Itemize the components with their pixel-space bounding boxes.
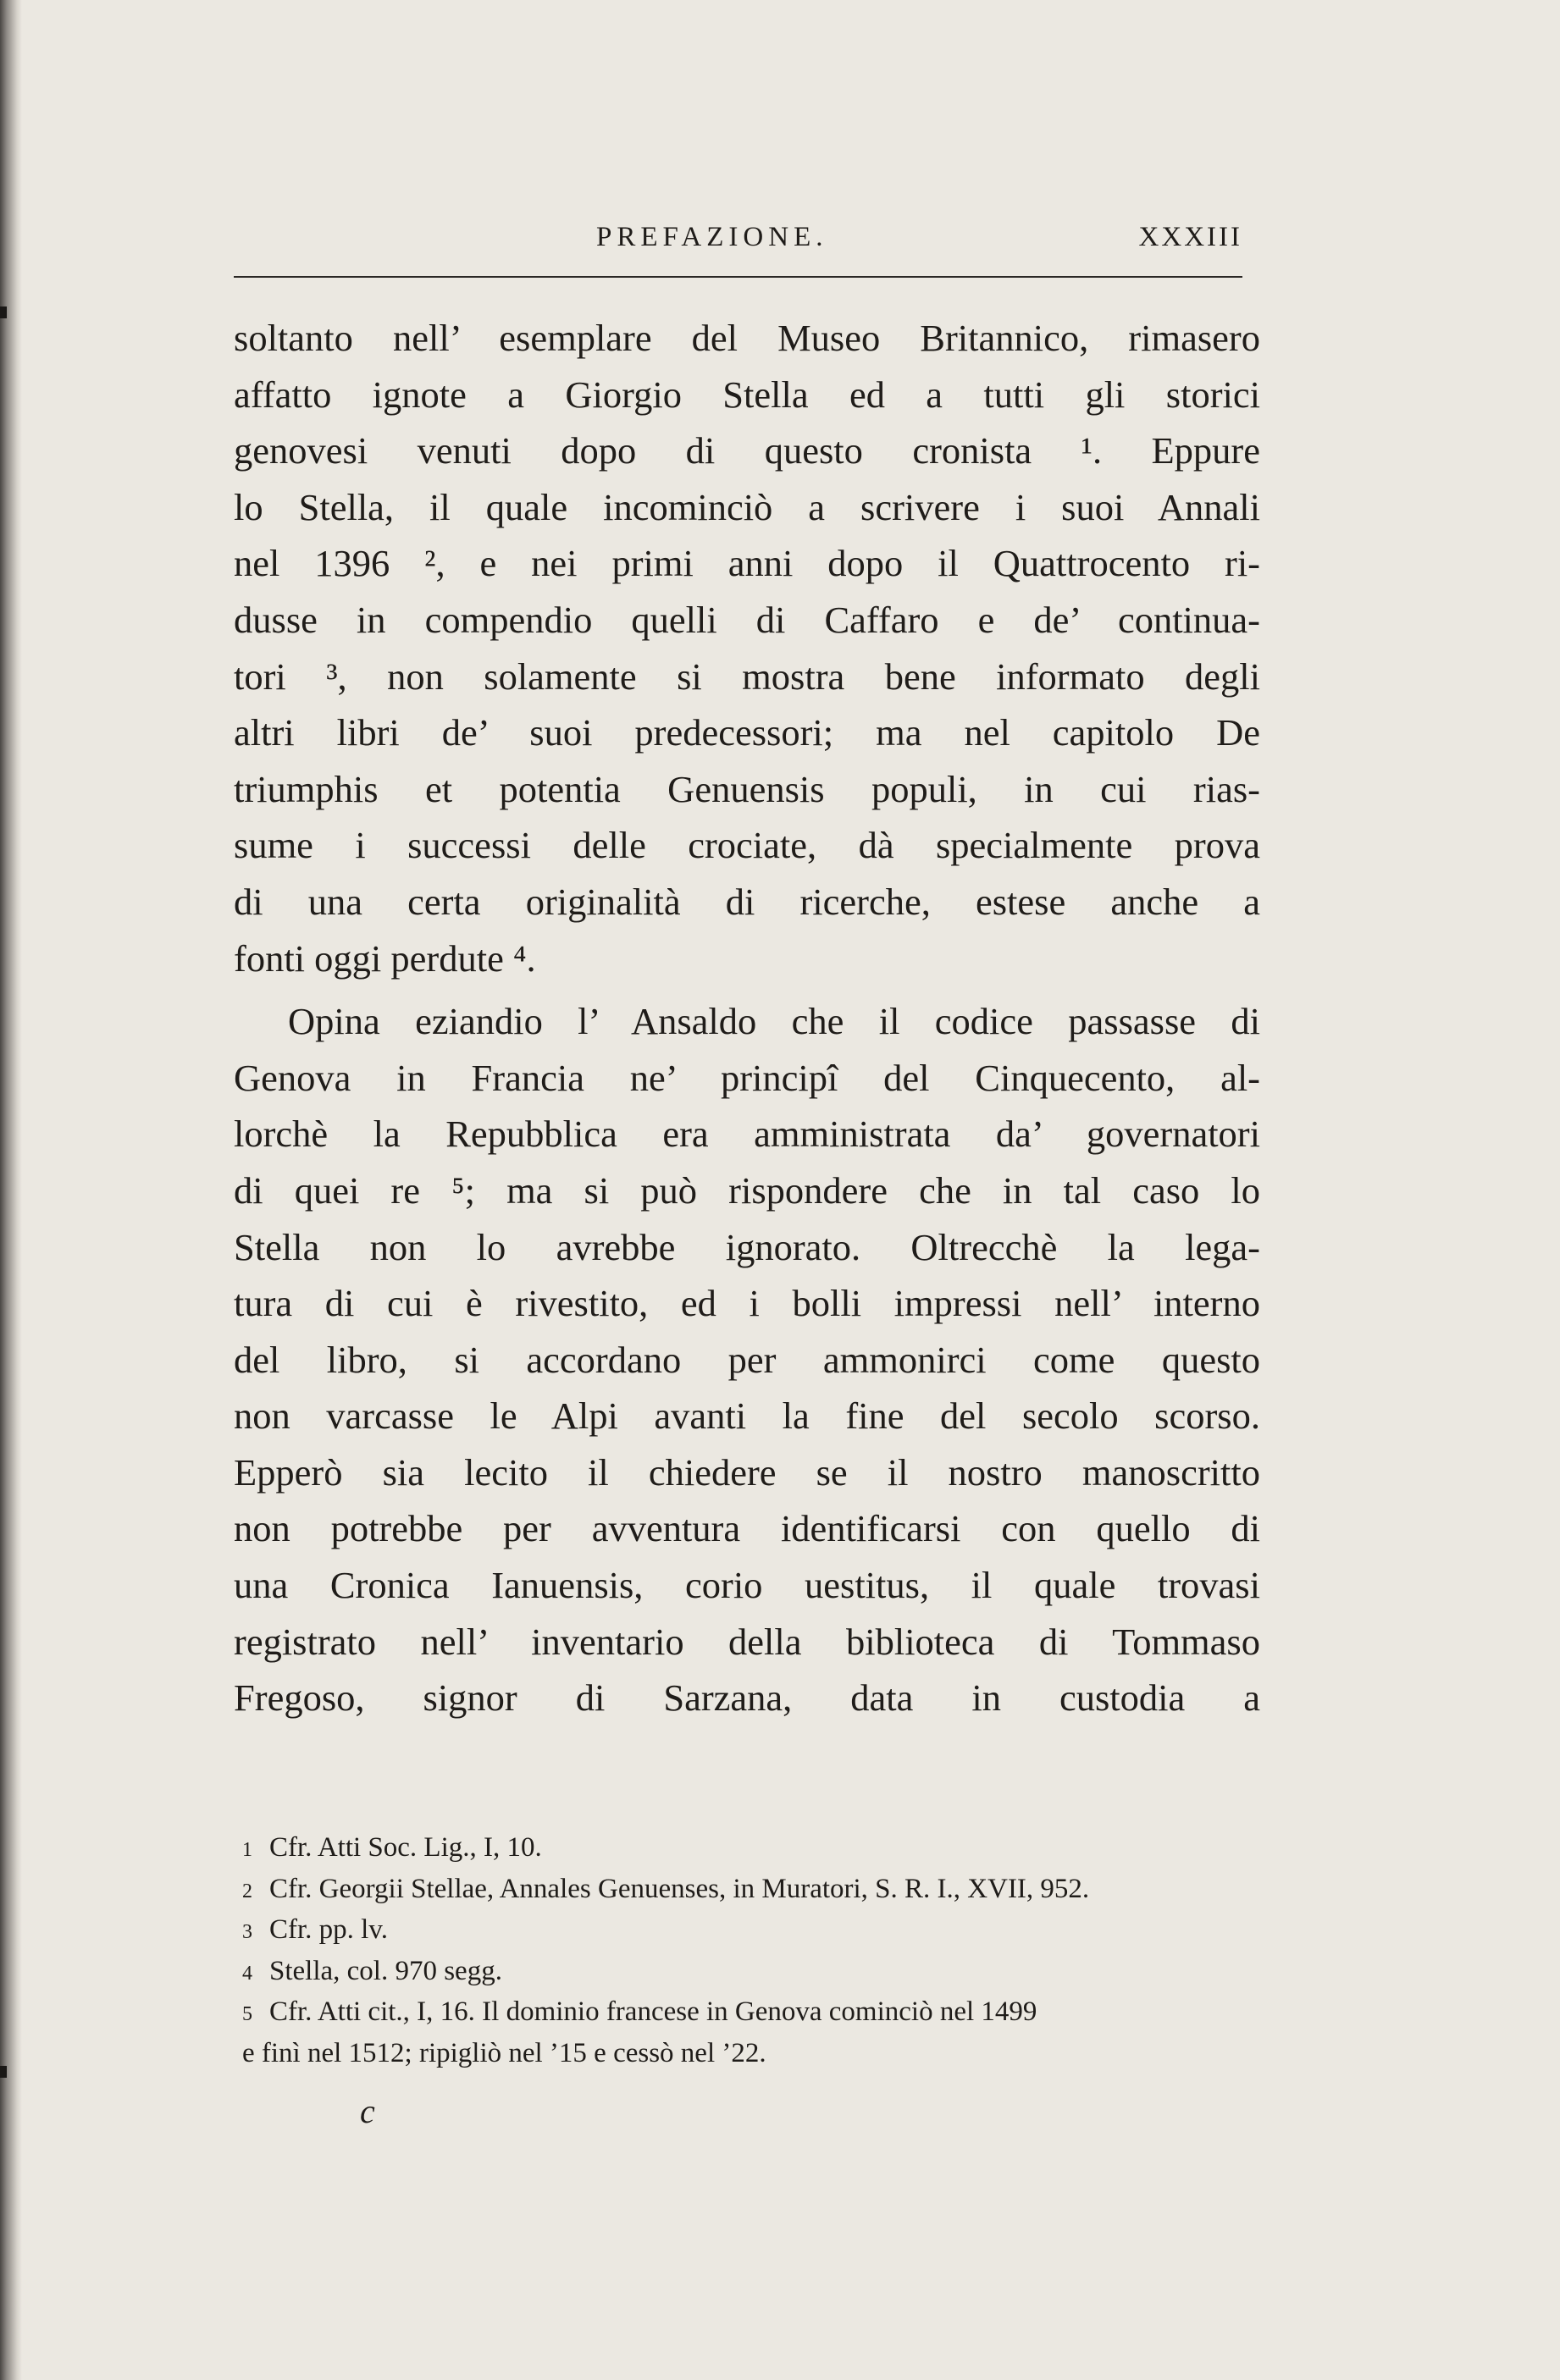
footnote-text: Cfr. Georgii Stellae, Annales Genuenses, in Muratori, S. R. I., XVII, 952.	[269, 1873, 1090, 1904]
spine-shadow	[0, 0, 22, 2380]
text-line: dusse in compendio quelli di Caffaro e de’ continua-	[234, 598, 1260, 641]
text-line: fonti oggi perdute ⁴.	[234, 936, 536, 980]
text-line: altri libri de’ suoi predecessori; ma nel capitolo De	[234, 711, 1260, 754]
footnotes	[242, 1829, 1267, 2073]
edge-mark	[0, 2066, 7, 2078]
footnote-text: Stella, col. 970 segg.	[269, 1955, 502, 1986]
footnote-number: 1	[242, 1839, 252, 1861]
footnote-text: Cfr. pp. lv.	[269, 1914, 388, 1945]
footnote	[242, 1911, 1267, 1952]
text-line: lorchè la Repubblica era amministrata da’ governatori	[234, 1113, 1260, 1156]
text-line: una Cronica Ianuensis, corio uestitus, il quale trovasi	[234, 1564, 1260, 1607]
text-line: di quei re ⁵; ma si può rispondere che in tal caso lo	[234, 1168, 1260, 1212]
body-text	[234, 310, 1260, 1726]
footnote	[242, 1870, 1267, 1912]
footnote-continuation	[242, 2035, 1267, 2074]
text-line: tura di cui è rivestito, ed i bolli impressi nell’ interno	[234, 1282, 1260, 1325]
footnote	[242, 1993, 1267, 2035]
footnote-text: Cfr. Atti cit., I, 16. Il dominio francese in Genova cominciò nel 1499	[269, 1996, 1037, 2027]
signature-mark: c	[360, 2092, 375, 2130]
edge-mark	[0, 306, 7, 318]
footnote-text: e finì nel 1512; ripigliò nel ’15 e cessò nel ’22.	[242, 2037, 766, 2068]
text-line: registrato nell’ inventario della biblioteca di Tommaso	[234, 1620, 1260, 1663]
text-line: non potrebbe per avventura identificarsi con quello di	[234, 1507, 1260, 1550]
text-line: Genova in Francia ne’ principî del Cinquecento, al-	[234, 1056, 1260, 1099]
text-line: Epperò sia lecito il chiedere se il nostro manoscritto	[234, 1450, 1260, 1494]
text-line: non varcasse le Alpi avanti la fine del secolo scorso.	[234, 1394, 1260, 1438]
footnote-text: Cfr. Atti Soc. Lig., I, 10.	[269, 1832, 542, 1863]
text-line: Stella non lo avrebbe ignorato. Oltrecchè la lega-	[234, 1225, 1260, 1268]
text-line: del libro, si accordano per ammonirci come questo	[234, 1338, 1260, 1381]
running-head	[234, 217, 1242, 257]
footnote	[242, 1952, 1267, 1994]
text-line: triumphis et potentia Genuensis populi, in cui rias-	[234, 767, 1260, 810]
footnote	[242, 1829, 1267, 1870]
text-line: genovesi venuti dopo di questo cronista ¹. Eppure	[234, 429, 1260, 472]
text-line: tori ³, non solamente si mostra bene informato degli	[234, 654, 1260, 698]
text-line: di una certa originalità di ricerche, estese anche a	[234, 880, 1260, 923]
text-line: sume i successi delle crociate, dà specialmente prova	[234, 824, 1260, 867]
text-line: affatto ignote a Giorgio Stella ed a tutti gli storici	[234, 373, 1260, 416]
text-line: Opina eziandio l’ Ansaldo che il codice passasse di	[288, 1000, 1260, 1043]
footnote-number: 3	[242, 1921, 252, 1943]
header-rule	[234, 276, 1242, 278]
footnote-number: 5	[242, 2003, 252, 2025]
text-line: nel 1396 ², e nei primi anni dopo il Quattrocento ri-	[234, 542, 1260, 585]
page-number: XXXIII	[1138, 222, 1242, 252]
text-line: soltanto nell’ esemplare del Museo Britannico, rimasero	[234, 317, 1260, 359]
footnote-number: 4	[242, 1962, 252, 1985]
text-line: Fregoso, signor di Sarzana, data in custodia a	[234, 1676, 1260, 1720]
text-line: lo Stella, il quale incominciò a scrivere i suoi Annali	[234, 485, 1260, 528]
footnote-number: 2	[242, 1880, 252, 1902]
running-head-title: PREFAZIONE.	[596, 222, 828, 252]
